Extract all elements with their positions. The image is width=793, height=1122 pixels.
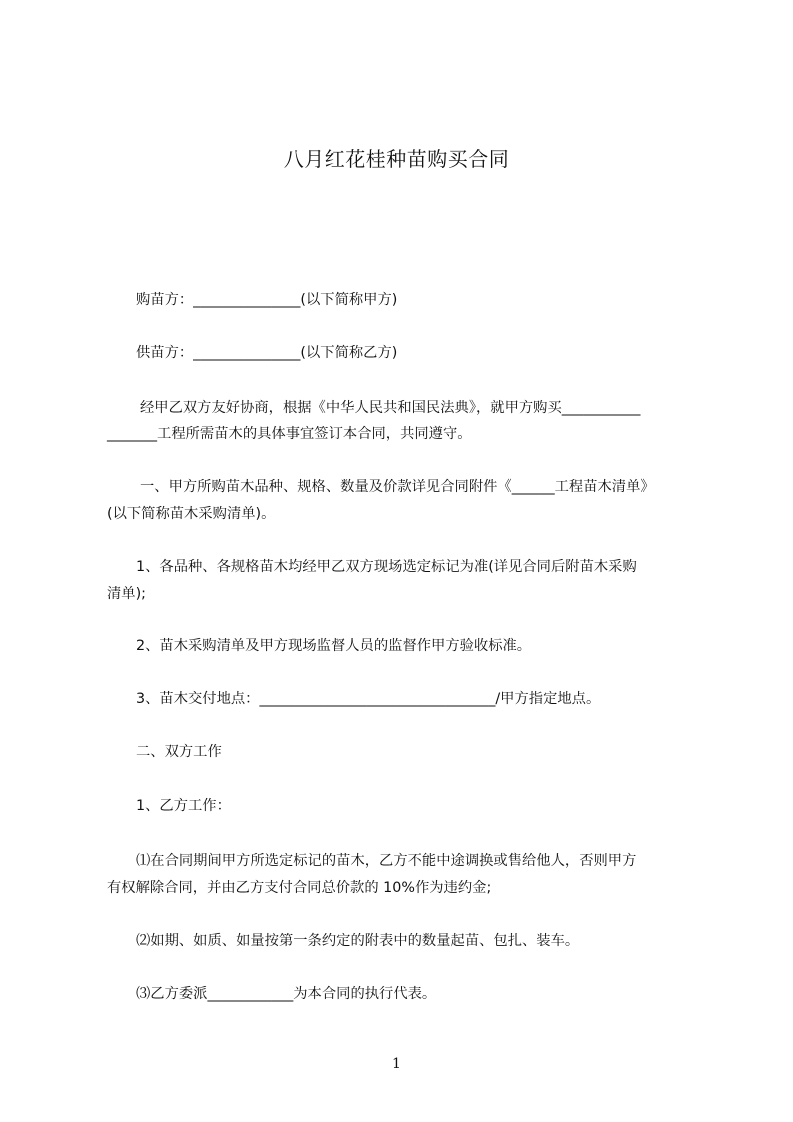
page-number: 1 (392, 1056, 401, 1072)
section-2-heading: 二、双方工作 (136, 744, 222, 760)
buyer-line: 购苗方：_______________(以下简称甲方) (136, 292, 398, 308)
section-1-line-1: 一、甲方所购苗木品种、规格、数量及价款详见合同附件《______工程苗木清单》 (140, 479, 655, 495)
section-2-clause-3: ⑶乙方委派____________为本合同的执行代表。 (136, 986, 437, 1002)
section-1-item-1-line-1: 1、各品种、各规格苗木均经甲乙双方现场选定标记为准(详见合同后附苗木采购 (136, 559, 637, 575)
intro-line-2: _______工程所需苗木的具体事宜签订本合同，共同遵守。 (107, 426, 472, 442)
document-title: 八月红花桂种苗购买合同 (283, 147, 510, 171)
section-2-clause-2: ⑵如期、如质、如量按第一条约定的附表中的数量起苗、包扎、装车。 (136, 933, 580, 949)
section-1-item-2: 2、苗木采购清单及甲方现场监督人员的监督作甲方验收标准。 (136, 638, 532, 654)
section-1-item-3: 3、苗木交付地点：_________________________________/甲方指定地点。 (136, 691, 601, 707)
intro-line-1: 经甲乙双方友好协商，根据《中华人民共和国民法典》，就甲方购买___________ (140, 400, 641, 416)
section-2-subheading-1: 1、乙方工作： (136, 798, 231, 814)
section-1-item-1-line-2: 清单); (107, 586, 146, 602)
seller-line: 供苗方：_______________(以下简称乙方) (136, 345, 398, 361)
section-1-line-2: (以下简称苗木采购清单)。 (107, 506, 276, 522)
section-2-clause-1-line-1: ⑴在合同期间甲方所选定标记的苗木，乙方不能中途调换或售给他人，否则甲方 (136, 853, 637, 869)
section-2-clause-1-line-2: 有权解除合同，并由乙方支付合同总价款的 10%作为违约金; (107, 880, 492, 896)
